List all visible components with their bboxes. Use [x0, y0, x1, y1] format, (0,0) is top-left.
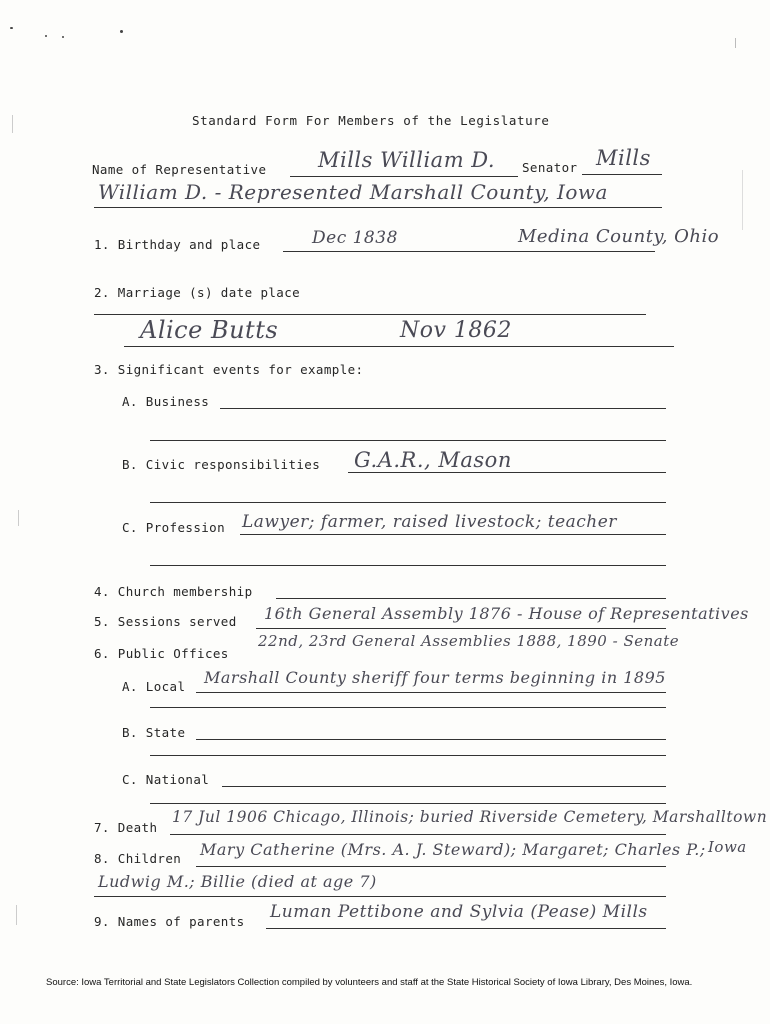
- marriage-label: 2. Marriage (s) date place: [94, 285, 301, 300]
- senator-handwritten: Mills: [596, 146, 651, 170]
- sessions-label: 5. Sessions served: [94, 614, 237, 629]
- senator-line: [582, 174, 662, 175]
- profession-line: [240, 534, 666, 535]
- death-handwritten: 17 Jul 1906 Chicago, Illinois; buried Riverside Cemetery, Marshalltown: [172, 808, 768, 826]
- civic-label: B. Civic responsibilities: [122, 457, 321, 472]
- birthday-label: 1. Birthday and place: [94, 237, 261, 252]
- children-line-2: [94, 896, 666, 897]
- children-label: 8. Children: [94, 851, 182, 866]
- national-office-line-2: [150, 803, 666, 804]
- civic-line: [348, 472, 666, 473]
- state-office-line-2: [150, 755, 666, 756]
- name-line2-handwritten: William D. - Represented Marshall County, Iowa: [98, 180, 608, 204]
- civic-line-2: [150, 502, 666, 503]
- name-label: Name of Representative: [92, 162, 267, 177]
- name-line: [290, 176, 518, 177]
- state-office-line: [196, 739, 666, 740]
- marriage-date-handwritten: Nov 1862: [400, 318, 512, 343]
- death-line: [170, 834, 666, 835]
- profession-line-2: [150, 565, 666, 566]
- sessions-line1-handwritten: 16th General Assembly 1876 - House of Representatives: [264, 604, 749, 623]
- church-line: [276, 598, 666, 599]
- scan-edge-mark: [742, 170, 743, 230]
- death-label: 7. Death: [94, 820, 158, 835]
- business-line-2: [150, 440, 666, 441]
- birthplace-handwritten: Medina County, Ohio: [518, 226, 720, 247]
- source-citation: Source: Iowa Territorial and State Legislators Collection compiled by volunteers and staff at the State Historical Society of Iowa Library, Des Moines, Iowa.: [46, 977, 693, 988]
- form-title: Standard Form For Members of the Legislature: [192, 113, 550, 128]
- marriage-line: [94, 314, 646, 315]
- scan-edge-mark: [18, 510, 19, 526]
- church-label: 4. Church membership: [94, 584, 253, 599]
- scan-speck: [45, 35, 47, 37]
- marriage-line-2: [124, 346, 674, 347]
- local-office-line: [196, 692, 666, 693]
- parents-line: [266, 928, 666, 929]
- state-office-label: B. State: [122, 725, 186, 740]
- death-state-handwritten: Iowa: [708, 838, 747, 856]
- local-office-line-2: [150, 707, 666, 708]
- birthday-line: [283, 251, 655, 252]
- children-line1-handwritten: Mary Catherine (Mrs. A. J. Steward); Margaret; Charles P.;: [200, 840, 706, 859]
- name-line-2: [94, 207, 662, 208]
- spouse-handwritten: Alice Butts: [140, 316, 279, 344]
- scan-edge-mark: [735, 38, 736, 48]
- local-office-handwritten: Marshall County sheriff four terms beginning in 1895: [204, 668, 666, 687]
- children-line2-handwritten: Ludwig M.; Billie (died at age 7): [98, 872, 377, 891]
- children-line: [196, 866, 666, 867]
- scan-speck: [62, 36, 64, 38]
- national-office-label: C. National: [122, 772, 210, 787]
- senator-label: Senator: [522, 160, 578, 175]
- parents-handwritten: Luman Pettibone and Sylvia (Pease) Mills: [270, 902, 648, 922]
- public-offices-label: 6. Public Offices: [94, 646, 229, 661]
- business-label: A. Business: [122, 394, 210, 409]
- national-office-line: [222, 786, 666, 787]
- parents-label: 9. Names of parents: [94, 914, 245, 929]
- local-office-label: A. Local: [122, 679, 186, 694]
- birthday-handwritten: Dec 1838: [312, 228, 398, 248]
- business-line: [220, 408, 666, 409]
- sessions-line: [256, 628, 666, 629]
- scan-speck: [120, 30, 123, 33]
- civic-handwritten: G.A.R., Mason: [354, 448, 512, 472]
- profession-label: C. Profession: [122, 520, 226, 535]
- scan-speck: [10, 27, 13, 29]
- scan-edge-mark: [16, 905, 17, 925]
- scan-edge-mark: [12, 115, 13, 133]
- sessions-line2-handwritten: 22nd, 23rd General Assemblies 1888, 1890 - Senate: [258, 632, 680, 650]
- name-handwritten: Mills William D.: [318, 148, 496, 172]
- significant-events-label: 3. Significant events for example:: [94, 362, 364, 377]
- profession-handwritten: Lawyer; farmer, raised livestock; teacher: [242, 512, 617, 532]
